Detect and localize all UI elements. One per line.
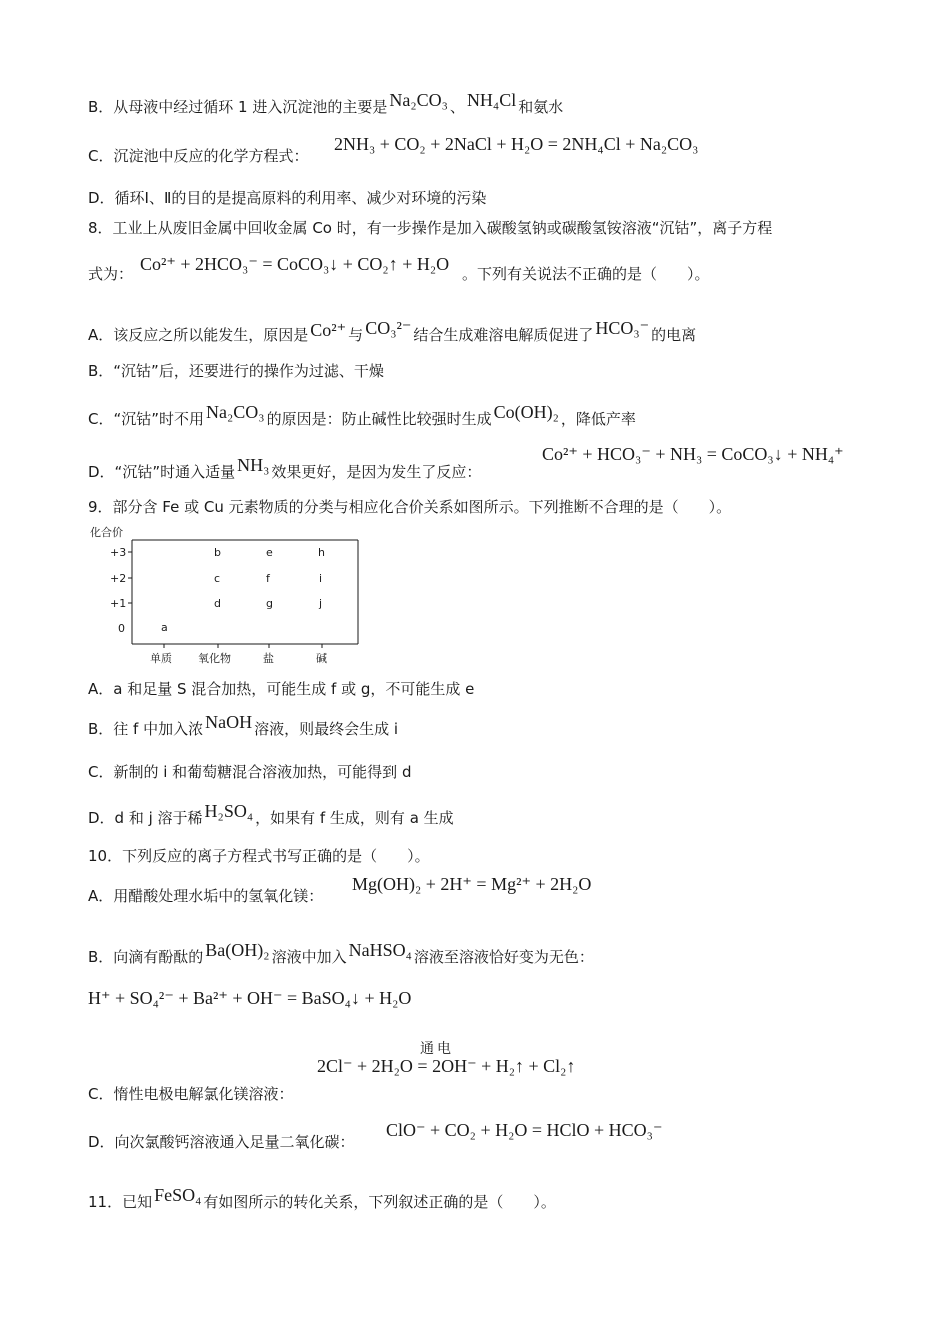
q8-option-b — [88, 361, 384, 381]
q10-c-text: C．惰性电极电解氯化镁溶液： — [88, 1085, 294, 1103]
q8-b-text: B．“沉钴”后，还要进行的操作为过滤、干燥 — [88, 362, 384, 380]
q8-c-text-1: C．“沉钴”时不用 — [88, 410, 205, 428]
q10-a-equation: Mg(OH)₂ + 2H⁺ = Mg²⁺ + 2H₂O — [352, 874, 592, 894]
q8-c-formula-na2co3: Na₂CO₃ — [206, 402, 265, 422]
q10-d-text: D．向次氯酸钙溶液通入足量二氧化碳： — [88, 1133, 355, 1151]
q8-d-equation: Co²⁺ + HCO₃⁻ + NH₃ = CoCO₃↓ + NH₄⁺ — [542, 444, 844, 464]
q8-stem-line-2 — [88, 264, 133, 284]
q8-d-text-1: D．“沉钴”时通入适量 — [88, 463, 236, 481]
graph-point-c: c — [214, 572, 221, 585]
graph-y-label-zero: 0 — [118, 622, 125, 635]
q8-d-formula-nh3: NH₃ — [237, 455, 270, 475]
q8-a-formula-co2plus: Co²⁺ — [310, 320, 347, 340]
graph-point-e: e — [266, 546, 273, 559]
q11-stem — [88, 1185, 556, 1212]
q9-b-formula-naoh: NaOH — [205, 712, 253, 732]
valence-class-graph — [88, 522, 378, 668]
q7-b-formula-na2co3: Na₂CO₃ — [389, 90, 448, 110]
q8-stem-pre: 式为： — [88, 265, 134, 283]
q9-option-b — [88, 712, 398, 739]
q10-stem — [88, 846, 430, 866]
q8-a-formula-hco3: HCO₃⁻ — [595, 318, 650, 338]
q7-c-text: C．沉淀池中反应的化学方程式： — [88, 147, 309, 165]
graph-x-label-salt: 盐 — [263, 652, 274, 665]
q8-a-formula-co3: CO₃²⁻ — [365, 318, 412, 338]
q9-option-a — [88, 679, 474, 699]
q8-option-c — [88, 402, 636, 429]
q7-option-b — [88, 90, 563, 117]
q10-b-text-1: B．向滴有酚酞的 — [88, 948, 204, 966]
q7-option-d — [88, 188, 486, 208]
q7-b-separator: 、 — [449, 98, 465, 116]
q10-b-text-3: 溶液至溶液恰好变为无色： — [413, 948, 594, 966]
graph-point-j: j — [319, 597, 323, 610]
q7-option-c — [88, 146, 308, 166]
q7-b-text-1: B．从母液中经过循环 1 进入沉淀池的主要是 — [88, 98, 388, 116]
q10-a-text: A．用醋酸处理水垢中的氢氧化镁： — [88, 887, 324, 905]
q10-b-equation: H⁺ + SO₄²⁻ + Ba²⁺ + OH⁻ = BaSO₄↓ + H₂O — [88, 988, 412, 1008]
graph-x-label-base: 碱 — [316, 652, 327, 665]
q10-option-d — [88, 1132, 355, 1152]
q7-d-text: D．循环Ⅰ、Ⅱ的目的是提高原料的利用率、减少对环境的污染 — [88, 189, 487, 207]
graph-point-d: d — [214, 597, 221, 610]
q9-b-text-1: B．往 f 中加入浓 — [88, 720, 204, 738]
q8-option-d — [88, 455, 481, 482]
graph-point-b: b — [214, 546, 221, 559]
q11-stem-text-1: 11．已知 — [88, 1193, 153, 1211]
q8-stem-1: 8．工业上从废旧金属中回收金属 Co 时，有一步操作是加入碳酸氢钠或碳酸氢铵溶液“沉钴”，离子方程 — [88, 219, 773, 237]
graph-y-label-plus2: +2 — [110, 572, 127, 585]
graph-point-i: i — [319, 572, 323, 585]
q10-b-formula-baoh2: Ba(OH)₂ — [205, 940, 270, 960]
q8-a-text-2: 与 — [348, 326, 364, 344]
q8-c-text-3: ，降低产率 — [560, 410, 636, 428]
q10-c-condition: 通电 — [420, 1041, 454, 1057]
q8-a-text-1: A．该反应之所以能发生，原因是 — [88, 326, 309, 344]
graph-point-h: h — [318, 546, 325, 559]
graph-point-g: g — [266, 597, 273, 610]
graph-point-f: f — [266, 572, 270, 585]
graph-x-label-element: 单质 — [150, 652, 172, 665]
q8-c-formula-cooh2: Co(OH)₂ — [493, 402, 559, 422]
q8-stem-post: 。下列有关说法不正确的是（ ）。 — [462, 265, 710, 283]
q11-formula-feso4: FeSO₄ — [154, 1185, 202, 1205]
q10-option-a — [88, 886, 323, 906]
q9-d-formula-h2so4: H₂SO₄ — [204, 801, 254, 821]
q10-option-b — [88, 940, 594, 967]
q8-d-text-2: 效果更好，是因为发生了反应： — [271, 463, 482, 481]
q8-c-text-2: 的原因是：防止碱性比较强时生成 — [266, 410, 492, 428]
q8-stem-line-1 — [88, 218, 772, 238]
graph-y-label-plus3: +3 — [110, 546, 127, 559]
graph-x-label-oxide: 氧化物 — [198, 652, 231, 665]
q9-c-text: C．新制的 i 和葡萄糖混合溶液加热，可能得到 d — [88, 763, 412, 781]
q8-stem-equation: Co²⁺ + 2HCO₃⁻ = CoCO₃↓ + CO₂↑ + H₂O — [140, 254, 450, 274]
q10-option-c — [88, 1084, 293, 1104]
q11-stem-text-2: 有如图所示的转化关系，下列叙述正确的是（ ）。 — [203, 1193, 556, 1211]
q8-a-text-3: 结合生成难溶电解质促进了 — [413, 326, 594, 344]
graph-point-a: a — [161, 621, 168, 634]
q10-b-formula-nahso4: NaHSO₄ — [348, 940, 412, 960]
q7-c-equation: 2NH₃ + CO₂ + 2NaCl + H₂O = 2NH₄Cl + Na₂CO₃ — [334, 134, 699, 154]
q9-option-d — [88, 801, 454, 828]
q9-option-c — [88, 762, 411, 782]
q10-stem-text: 10．下列反应的离子方程式书写正确的是（ ）。 — [88, 847, 430, 865]
q7-b-text-2: 和氨水 — [518, 98, 564, 116]
q9-d-text-2: ，如果有 f 生成，则有 a 生成 — [255, 809, 454, 827]
graph-y-label-plus1: +1 — [110, 597, 127, 610]
q9-b-text-2: 溶液，则最终会生成 i — [254, 720, 399, 738]
q9-a-text: A．a 和足量 S 混合加热，可能生成 f 或 g，不可能生成 e — [88, 680, 475, 698]
q7-b-formula-nh4cl: NH₄Cl — [466, 90, 517, 110]
q10-d-equation: ClO⁻ + CO₂ + H₂O = HClO + HCO₃⁻ — [386, 1120, 663, 1140]
q8-option-a — [88, 318, 696, 345]
q10-b-text-2: 溶液中加入 — [271, 948, 347, 966]
q8-a-text-4: 的电离 — [651, 326, 697, 344]
q8-stem-line-2-post — [462, 264, 710, 284]
q10-c-equation: 2Cl⁻ + 2H₂O = 2OH⁻ + H₂↑ + Cl₂↑ — [317, 1056, 576, 1076]
graph-y-title: 化合价 — [90, 526, 123, 539]
q9-d-text-1: D．d 和 j 溶于稀 — [88, 809, 203, 827]
q9-stem — [88, 497, 731, 517]
q9-stem-text: 9．部分含 Fe 或 Cu 元素物质的分类与相应化合价关系如图所示。下列推断不合理的是（ ）。 — [88, 498, 732, 516]
